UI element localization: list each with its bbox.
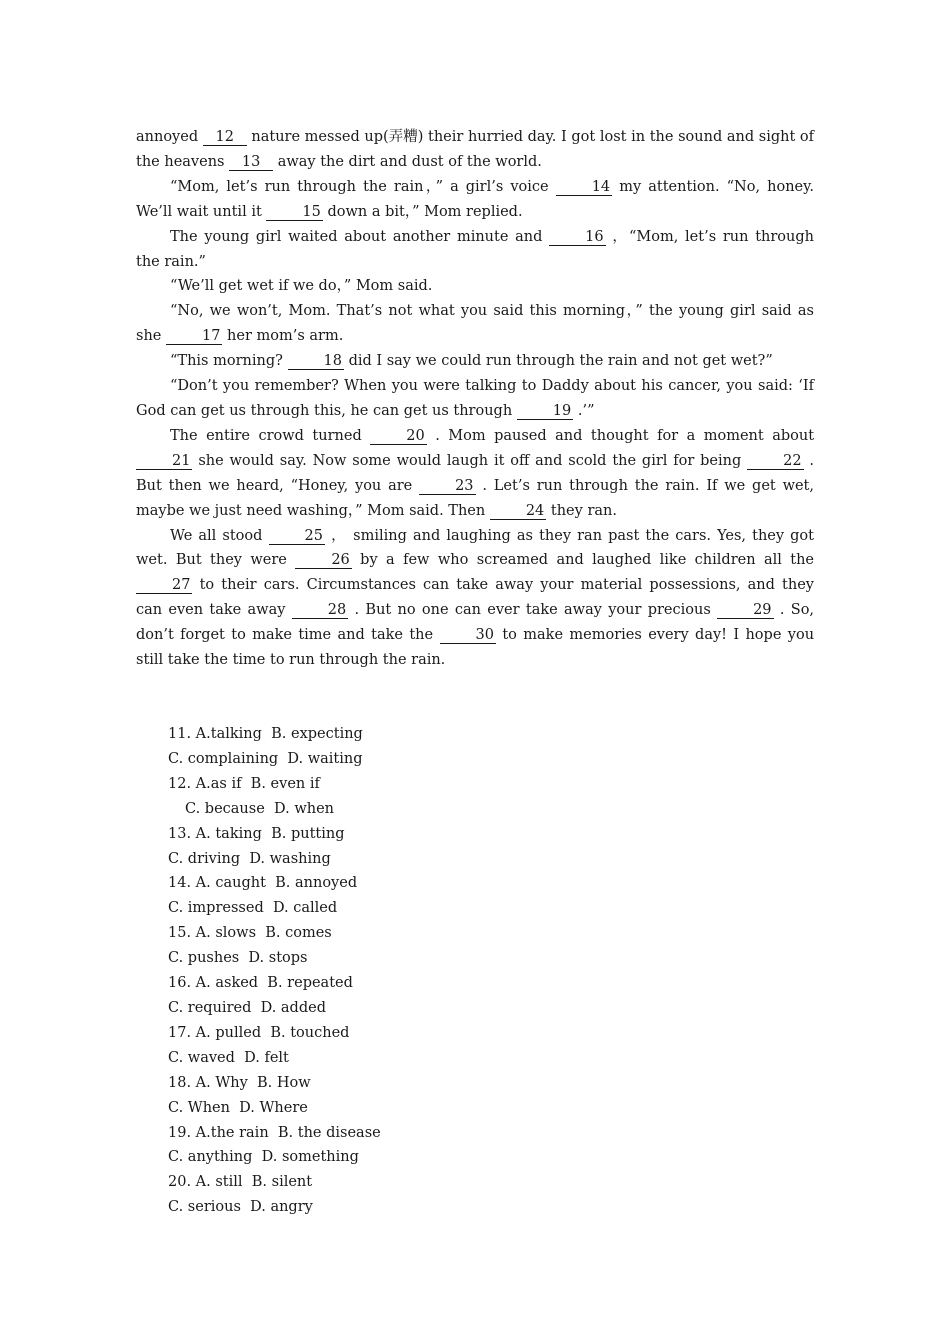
paragraph-2 bbox=[136, 175, 814, 225]
answer-options bbox=[168, 722, 381, 1220]
paragraph-4 bbox=[136, 274, 814, 299]
blank-13: 13 bbox=[229, 154, 273, 171]
blank-12: 12 bbox=[203, 129, 247, 146]
passage-text: to their cars. Circumstances can take away your material possessions, and they can even take away bbox=[136, 577, 814, 619]
passage-text: ， smiling and laughing as they ran past the cars. Yes, they got wet. But they were bbox=[136, 527, 814, 569]
blank-16: 16 bbox=[549, 229, 605, 246]
blank-19: 19 bbox=[517, 403, 573, 420]
option-line-14ab: 14. A. caught B. annoyed bbox=[168, 875, 358, 892]
blank-20: 20 bbox=[370, 428, 426, 445]
option-line-15cd: C. pushes D. stops bbox=[168, 950, 308, 967]
paragraph-1 bbox=[136, 125, 814, 175]
option-line-19ab: 19. A.the rain B. the disease bbox=[168, 1124, 381, 1141]
passage-text: “Don’t you remember? When you were talking to Daddy about his cancer, you said: ‘If God can get us through this, he can get us through bbox=[136, 378, 814, 419]
option-line-19cd: C. anything D. something bbox=[168, 1149, 359, 1166]
passage-text: she would say. Now some would laugh it off and scold the girl for being bbox=[198, 452, 742, 469]
option-line-17ab: 17. A. pulled B. touched bbox=[168, 1024, 350, 1041]
passage-text: away the dirt and dust of the world. bbox=[277, 153, 542, 170]
passage-text: “Mom, let’s run through the rain，” a girl’s voice bbox=[170, 178, 549, 195]
passage-text: . But no one can ever take away your precious bbox=[354, 602, 711, 619]
paragraph-7 bbox=[136, 374, 814, 424]
passage-text: The entire crowd turned bbox=[170, 427, 362, 444]
option-line-18cd: C. When D. Where bbox=[168, 1099, 308, 1116]
option-line-14cd: C. impressed D. called bbox=[168, 900, 338, 917]
option-line-12cd: C. because D. when bbox=[185, 800, 335, 817]
blank-17: 17 bbox=[166, 328, 222, 345]
option-line-17cd: C. waved D. felt bbox=[168, 1049, 289, 1066]
option-line-13ab: 13. A. taking B. putting bbox=[168, 825, 345, 842]
paragraph-8 bbox=[136, 424, 814, 524]
option-line-20cd: C. serious D. angry bbox=[168, 1199, 313, 1216]
option-line-13cd: C. driving D. washing bbox=[168, 850, 331, 867]
blank-26: 26 bbox=[295, 552, 351, 569]
passage-text: . Let’s run through the rain. If we get wet, maybe we just need washing，” Mom said. Then bbox=[136, 477, 814, 519]
blank-25: 25 bbox=[269, 528, 325, 545]
option-line-18ab: 18. A. Why B. How bbox=[168, 1074, 311, 1091]
blank-30: 30 bbox=[440, 627, 496, 644]
blank-27: 27 bbox=[136, 577, 192, 594]
passage-text: The young girl waited about another minute and bbox=[170, 228, 543, 245]
blank-18: 18 bbox=[288, 353, 344, 370]
passage-text: “We’ll get wet if we do，” Mom said. bbox=[170, 278, 433, 295]
passage-text: .’” bbox=[577, 402, 595, 419]
paragraph-6 bbox=[136, 349, 814, 374]
blank-24: 24 bbox=[490, 503, 546, 520]
paragraph-9 bbox=[136, 524, 814, 673]
option-line-15ab: 15. A. slows B. comes bbox=[168, 925, 332, 942]
cloze-passage bbox=[136, 125, 814, 673]
option-line-11cd: C. complaining D. waiting bbox=[168, 750, 363, 767]
passage-text: . Mom paused and thought for a moment about bbox=[435, 427, 815, 444]
passage-text: ，“Mom, let’s run through the rain.” bbox=[136, 228, 814, 270]
option-line-12ab: 12. A.as if B. even if bbox=[168, 775, 320, 792]
passage-text: We all stood bbox=[170, 527, 263, 544]
blank-29: 29 bbox=[717, 602, 773, 619]
passage-text: . So, don’t forget to make time and take the bbox=[136, 602, 815, 644]
passage-text: did I say we could run through the rain and not get wet?” bbox=[348, 353, 773, 370]
blank-23: 23 bbox=[419, 478, 475, 495]
passage-text: “No, we won’t, Mom. That’s not what you said this morning，” the young girl said as she bbox=[136, 303, 814, 345]
blank-22: 22 bbox=[747, 453, 803, 470]
passage-text: nature messed up(弄糟) their hurried day. I got lost in the sound and sight of the heavens bbox=[136, 129, 815, 170]
blank-15: 15 bbox=[266, 204, 322, 221]
passage-text: they ran. bbox=[550, 502, 617, 519]
option-line-20ab: 20. A. still B. silent bbox=[168, 1174, 313, 1191]
passage-text: to make memories every day! I hope you still take the time to run through the rain. bbox=[136, 627, 815, 669]
paragraph-3 bbox=[136, 225, 814, 275]
blank-21: 21 bbox=[136, 453, 192, 470]
paragraph-5 bbox=[136, 299, 814, 349]
blank-28: 28 bbox=[292, 602, 348, 619]
passage-text: her mom’s arm. bbox=[227, 328, 344, 345]
passage-text: “This morning? bbox=[170, 353, 283, 370]
passage-text: down a bit，” Mom replied. bbox=[327, 203, 523, 220]
passage-text: my attention. “No, honey. We’ll wait until it bbox=[136, 178, 815, 220]
blank-14: 14 bbox=[556, 179, 612, 196]
option-line-16ab: 16. A. asked B. repeated bbox=[168, 975, 353, 992]
option-line-16cd: C. required D. added bbox=[168, 999, 326, 1016]
passage-text: annoyed bbox=[136, 129, 199, 145]
passage-text: by a few who screamed and laughed like children all the bbox=[360, 552, 815, 569]
passage-text: . But then we heard, “Honey, you are bbox=[136, 452, 815, 494]
option-line-11ab: 11. A.talking B. expecting bbox=[168, 726, 363, 742]
